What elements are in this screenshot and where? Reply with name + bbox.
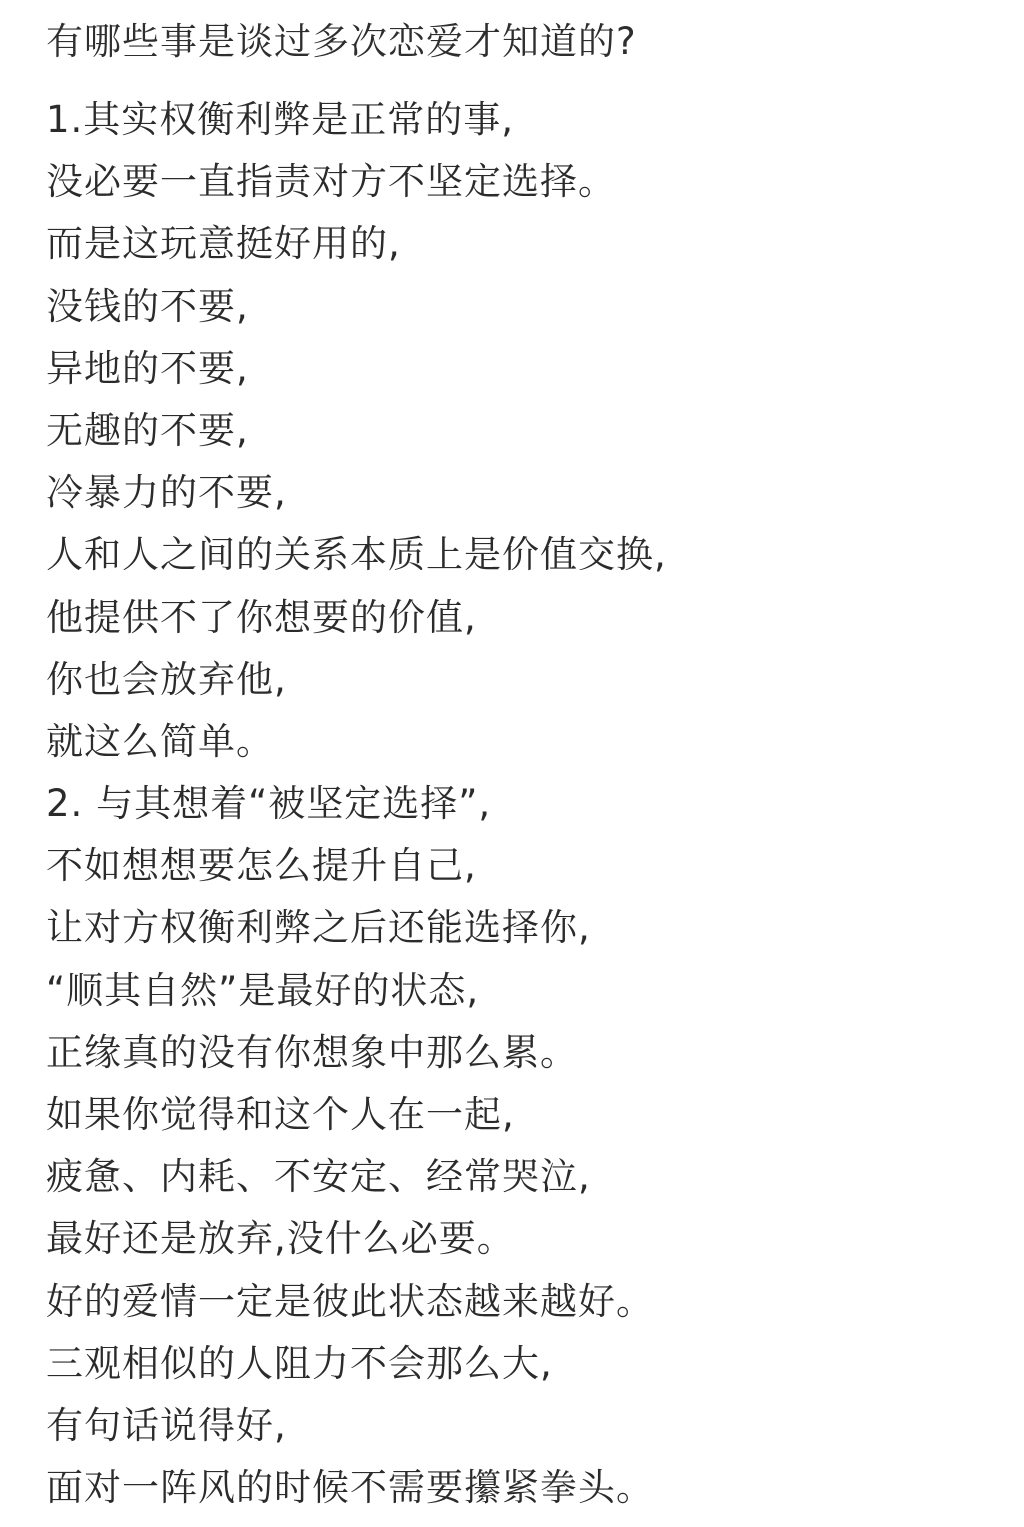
answer-line: 2. 与其想着“被坚定选择”, — [46, 782, 492, 826]
answer-line: 没钱的不要, — [46, 284, 249, 328]
answer-line: 无趣的不要, — [46, 408, 249, 452]
answer-line: 如果你觉得和这个人在一起, — [46, 1093, 515, 1136]
answer-line: 他提供不了你想要的价值, — [46, 595, 477, 639]
answer-line: 让对方权衡利弊之后还能选择你, — [46, 906, 591, 950]
answer-line: 人和人之间的关系本质上是价值交换, — [46, 533, 667, 577]
answer-line: 面对一阵风的时候不需要攥紧拳头。 — [46, 1466, 654, 1510]
answer-line: 没必要一直指责对方不坚定选择。 — [46, 160, 616, 204]
answer-line: 你也会放弃他, — [46, 657, 287, 701]
answer-line: 好的爱情一定是彼此状态越来越好。 — [46, 1279, 654, 1323]
answer-body — [46, 89, 1006, 1519]
answer-line: 疲惫、内耗、不安定、经常哭泣, — [46, 1155, 591, 1199]
answer-line: “顺其自然”是最好的状态, — [46, 968, 480, 1012]
answer-line: 三观相似的人阻力不会那么大, — [46, 1341, 553, 1385]
answer-line: 就这么简单。 — [46, 719, 274, 763]
question-title: 有哪些事是谈过多次恋爱才知道的? — [46, 20, 637, 63]
answer-line: 最好还是放弃,没什么必要。 — [46, 1217, 515, 1261]
answer-line: 1.其实权衡利弊是正常的事, — [46, 98, 515, 141]
answer-line: 而是这玩意挺好用的, — [46, 222, 401, 266]
answer-line: 不如想想要怎么提升自己, — [46, 844, 477, 888]
answer-line: 正缘真的没有你想象中那么累。 — [46, 1030, 578, 1074]
answer-line: 有句话说得好, — [46, 1403, 287, 1447]
answer-line: 异地的不要, — [46, 346, 249, 390]
answer-line: 冷暴力的不要, — [46, 471, 287, 515]
